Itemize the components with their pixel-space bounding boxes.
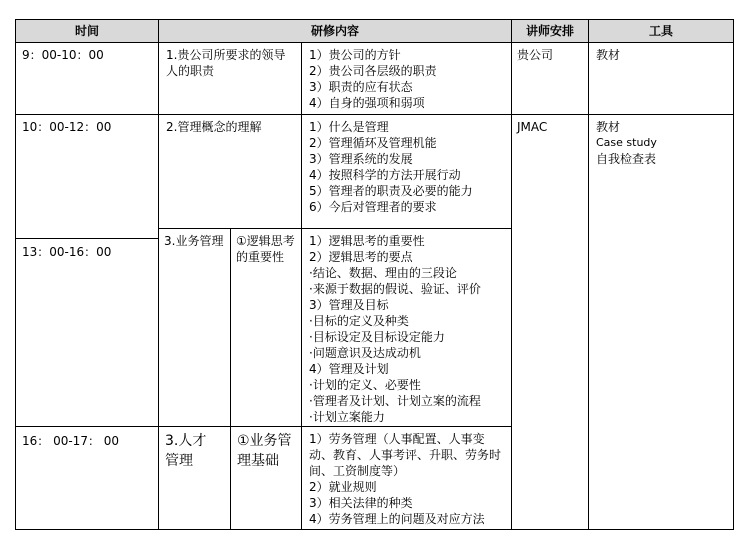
- detail-line: 4）按照科学的方法开展行动: [309, 168, 461, 182]
- row4-detail-2: 2）就业规则: [309, 480, 377, 494]
- row4-detail-4: 4）劳务管理上的问题及对应方法: [309, 512, 485, 526]
- col-subtopic-divider: [230, 228, 231, 530]
- tool-item: 教材: [596, 120, 621, 134]
- detail-line: 2）管理循环及管理机能: [309, 136, 437, 150]
- detail-line: 3）职责的应有状态: [309, 80, 413, 94]
- row1-tools: 教材: [596, 48, 621, 62]
- table-border-bottom: [15, 529, 734, 530]
- row1-time: 9：00-10：00: [22, 48, 104, 62]
- detail-line: 4）管理及计划: [309, 362, 389, 376]
- row1-topic: 1.贵公司所要求的领导人的职责: [166, 48, 286, 78]
- row2-time: 10：00-12：00: [22, 120, 112, 134]
- header-time: 时间: [74, 24, 99, 38]
- row2-lecturer: JMAC: [517, 120, 548, 134]
- tool-item: Case study: [596, 136, 657, 149]
- detail-line: ·计划立案能力: [309, 410, 385, 424]
- header-lecturer: 讲师安排: [525, 24, 574, 38]
- detail-line: 1）贵公司的方针: [309, 48, 401, 62]
- row4-detail-3: 3）相关法律的种类: [309, 496, 413, 510]
- detail-line: ·目标的定义及种类: [309, 314, 409, 328]
- detail-line: ·来源于数据的假说、验证、评价: [309, 282, 481, 296]
- row2-divider-mid: [158, 228, 511, 229]
- detail-line: ·管理者及计划、计划立案的流程: [309, 394, 481, 408]
- col-lecturer-divider: [588, 19, 589, 530]
- col-content-divider: [511, 19, 512, 530]
- row1-details: [309, 47, 437, 111]
- table-border-top: [15, 19, 734, 20]
- row1-lecturer: 贵公司: [517, 48, 554, 62]
- row3-time: 13：00-16：00: [22, 245, 112, 259]
- detail-line: 2）逻辑思考的要点: [309, 250, 413, 264]
- col-topic-divider: [301, 42, 302, 530]
- row1-divider: [15, 114, 734, 115]
- detail-line: ·结论、数据、理由的三段论: [309, 266, 457, 280]
- header-divider: [15, 42, 734, 43]
- detail-line: 4）自身的强项和弱项: [309, 96, 425, 110]
- header-tools: 工具: [648, 24, 673, 38]
- detail-line: 1）逻辑思考的重要性: [309, 234, 425, 248]
- row3-details: [309, 233, 481, 425]
- detail-line: ·目标设定及目标设定能力: [309, 330, 445, 344]
- row4-time: 16： 00-17： 00: [22, 434, 120, 448]
- detail-line: 3）管理及目标: [309, 298, 389, 312]
- tool-item: 自我检查表: [596, 152, 657, 166]
- detail-line: 5）管理者的职责及必要的能力: [309, 184, 473, 198]
- detail-line: ·问题意识及达成动机: [309, 346, 421, 360]
- row2-tools: [596, 119, 657, 167]
- row4-subtopic: ①业务管理基础: [237, 433, 292, 469]
- row4-topic: 3.人才管理: [165, 433, 207, 469]
- table-border-left: [15, 19, 16, 530]
- col-time-divider: [158, 19, 159, 530]
- detail-line: 6）今后对管理者的要求: [309, 200, 437, 214]
- header-content: 研修内容: [310, 24, 359, 38]
- row3-divider: [15, 426, 511, 427]
- table-border-right: [733, 19, 734, 530]
- detail-line: 2）贵公司各层级的职责: [309, 64, 437, 78]
- detail-line: 3）管理系统的发展: [309, 152, 413, 166]
- row2-details: [309, 119, 473, 215]
- row2-topic: 2.管理概念的理解: [166, 120, 262, 134]
- row2-divider-left: [15, 238, 158, 239]
- row3-topic: 3.业务管理: [164, 234, 224, 248]
- detail-line: 1）什么是管理: [309, 120, 389, 134]
- row4-detail-1: 1）劳务管理（人事配置、人事变动、教育、人事考评、升职、劳务时间、工资制度等）: [309, 432, 502, 478]
- detail-line: ·计划的定义、必要性: [309, 378, 421, 392]
- row3-subtopic: ①逻辑思考的重要性: [236, 234, 295, 264]
